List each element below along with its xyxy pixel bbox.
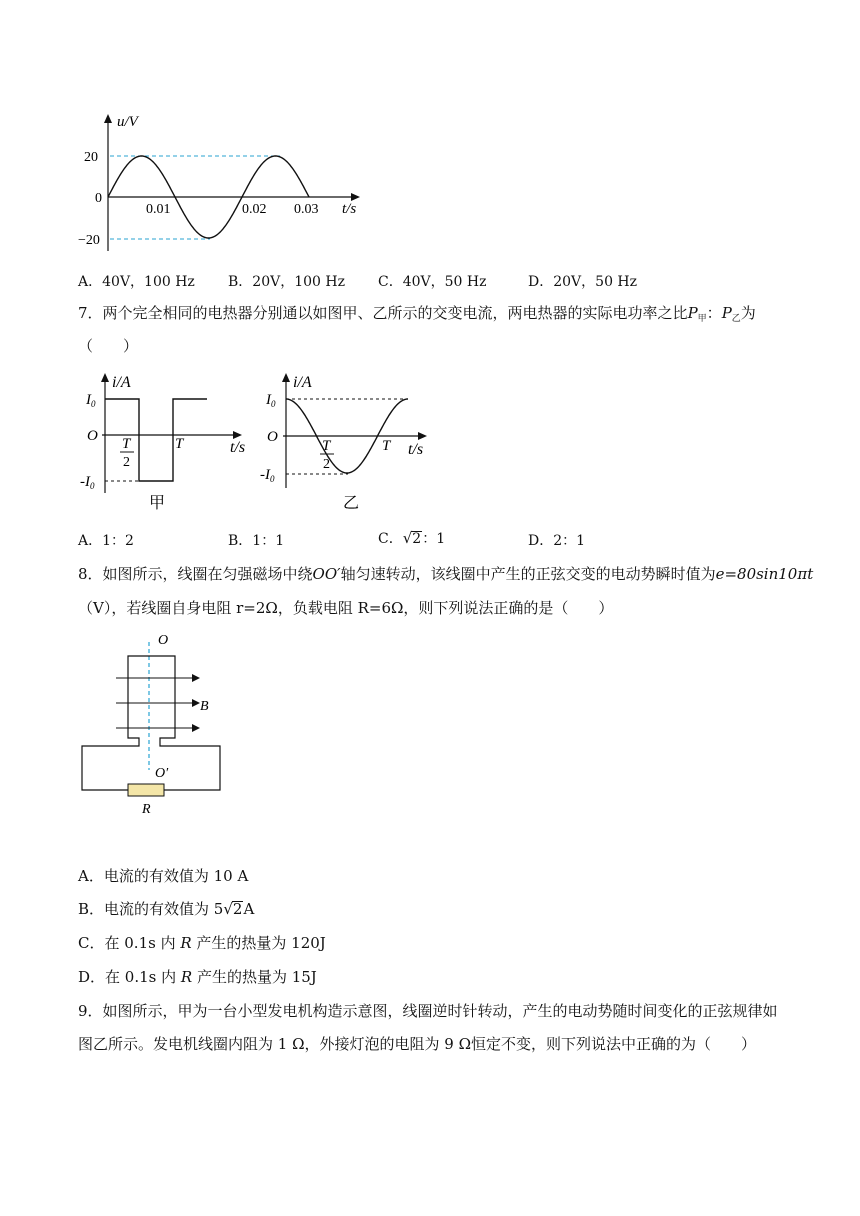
q8-axis-name: OO′ bbox=[312, 565, 341, 583]
q7-option-c-radicand: 2 bbox=[412, 531, 422, 547]
q7-blank: （ ） bbox=[78, 337, 139, 355]
q8-label-o-prime: O′ bbox=[155, 766, 169, 781]
q6-y-label: u/V bbox=[117, 114, 138, 130]
q9-stem-line2: 图乙所示。发电机线圈内阻为 1 Ω，外接灯泡的电阻为 9 Ω恒定不变，则下列说法中正确的为（ ） bbox=[78, 1035, 757, 1053]
q8-option-a[interactable] bbox=[78, 866, 248, 886]
q8-line1-a: 8．如图所示，线圈在匀强磁场中绕 bbox=[78, 565, 313, 583]
q8-option-b-letter: B． bbox=[78, 900, 105, 918]
jia-half-t-num: T bbox=[122, 436, 131, 452]
q7-figure-jia bbox=[80, 368, 255, 513]
jia-square-wave bbox=[105, 399, 207, 481]
q6-tick-neg20: −20 bbox=[78, 233, 100, 248]
q8-label-o: O bbox=[158, 633, 169, 648]
q8-coil-figure bbox=[78, 628, 238, 818]
q6-option-a-letter: A． bbox=[78, 274, 103, 290]
q8-field-arrow-3 bbox=[192, 724, 200, 732]
q6-option-c[interactable] bbox=[378, 271, 487, 291]
q8-option-a-letter: A． bbox=[78, 867, 104, 885]
q9-stem-line1: 9．如图所示，甲为一台小型发电机构造示意图，线圈逆时针转动，产生的电动势随时间变化的正弦规律如 bbox=[78, 1002, 778, 1020]
q7-option-c-sqrt-sign: √ bbox=[402, 529, 413, 547]
jia-x-arrow bbox=[233, 431, 242, 439]
q6-option-a-text: 40V，100 Hz bbox=[102, 274, 195, 290]
yi-neg-i0: $-I_0$ bbox=[260, 467, 275, 484]
q8-resistor bbox=[128, 784, 164, 796]
q8-option-c-letter: C． bbox=[78, 934, 105, 952]
q6-option-b[interactable] bbox=[228, 271, 345, 291]
q8-option-b-radicand: 2 bbox=[232, 900, 243, 918]
yi-caption: 乙 bbox=[343, 495, 360, 512]
q6-option-b-text: 20V，100 Hz bbox=[252, 274, 345, 290]
q7-option-d-text: 2：1 bbox=[553, 533, 586, 549]
q6-y-arrow bbox=[104, 114, 112, 123]
q7-option-d-letter: D． bbox=[528, 533, 554, 549]
q7-p-jia: P bbox=[687, 304, 698, 322]
q6-tick-003: 0.03 bbox=[294, 202, 319, 217]
jia-x-label: t/s bbox=[230, 439, 246, 456]
q7-ratio-sep: ： bbox=[706, 304, 722, 322]
q7-option-b-text: 1：1 bbox=[252, 533, 285, 549]
yi-origin: O bbox=[267, 429, 278, 445]
q7-option-c-letter: C． bbox=[378, 531, 403, 547]
q8-option-b-text-before: 电流的有效值为 5 bbox=[104, 900, 224, 918]
q7-sub-yi: 乙 bbox=[731, 314, 741, 324]
q7-figure-yi bbox=[258, 368, 438, 513]
yi-y-label: i/A bbox=[293, 374, 312, 391]
q8-option-d[interactable] bbox=[78, 967, 317, 987]
q6-option-d-letter: D． bbox=[528, 274, 554, 290]
jia-y-label: i/A bbox=[112, 374, 131, 391]
yi-half-t-den: 2 bbox=[323, 457, 330, 472]
q7-p-yi: P bbox=[721, 304, 732, 322]
q7-option-c-text: ：1 bbox=[422, 531, 446, 547]
q6-option-c-text: 40V，50 Hz bbox=[402, 274, 487, 290]
q8-option-d-text-after: 产生的热量为 15J bbox=[192, 968, 317, 986]
q7-sub-jia: 甲 bbox=[697, 314, 707, 324]
jia-y-arrow bbox=[101, 373, 109, 382]
q8-option-c-text-before: 在 0.1s 内 bbox=[104, 934, 181, 952]
q8-option-b-text-after: A bbox=[243, 900, 255, 918]
q6-option-d-text: 20V，50 Hz bbox=[553, 274, 638, 290]
jia-i0: $I_0$ bbox=[86, 392, 96, 409]
jia-neg-i0: $-I_0$ bbox=[80, 474, 95, 491]
q8-coil bbox=[82, 656, 220, 790]
yi-y-arrow bbox=[282, 373, 290, 382]
q8-stem-line1 bbox=[78, 564, 813, 584]
q7-stem bbox=[78, 303, 756, 329]
q8-label-r: R bbox=[142, 802, 151, 817]
q7-option-b-letter: B． bbox=[228, 533, 253, 549]
q8-option-b[interactable] bbox=[78, 899, 254, 919]
q6-option-c-letter: C． bbox=[378, 274, 403, 290]
q6-voltage-graph bbox=[70, 105, 370, 255]
q8-option-d-letter: D． bbox=[78, 968, 106, 986]
q8-option-d-text-before: 在 0.1s 内 bbox=[105, 968, 181, 986]
q8-option-b-sqrt-sign: √ bbox=[223, 900, 233, 918]
q8-field-arrow-2 bbox=[192, 699, 200, 707]
q8-line1-b: 轴匀速转动，该线圈中产生的正弦交变的电动势瞬时值为 bbox=[340, 565, 716, 583]
q8-option-d-var: R bbox=[180, 968, 193, 986]
q6-option-d[interactable] bbox=[528, 271, 637, 291]
q7-option-a-text: 1：2 bbox=[102, 533, 134, 549]
q7-option-a[interactable] bbox=[78, 530, 134, 550]
q7-option-a-letter: A． bbox=[78, 533, 103, 549]
q6-tick-002: 0.02 bbox=[242, 202, 267, 217]
q6-tick-20: 20 bbox=[84, 150, 98, 165]
q8-option-c-var: R bbox=[180, 934, 192, 952]
q8-option-c-text-after: 产生的热量为 120J bbox=[191, 934, 326, 952]
q6-option-a[interactable] bbox=[78, 271, 195, 291]
q8-label-b: B bbox=[200, 699, 209, 714]
q6-x-arrow bbox=[351, 193, 360, 201]
q8-field-arrow-1 bbox=[192, 674, 200, 682]
yi-i0: $I_0$ bbox=[266, 392, 276, 409]
q8-option-c[interactable] bbox=[78, 933, 326, 953]
q7-stem-before: 7．两个完全相同的电热器分别通以如图甲、乙所示的交变电流，两电热器的实际电功率之比 bbox=[78, 304, 688, 322]
jia-caption: 甲 bbox=[149, 495, 166, 512]
q6-x-label: t/s bbox=[342, 201, 357, 217]
jia-t: T bbox=[175, 436, 184, 452]
q8-emf: e=80sin10πt bbox=[715, 565, 814, 583]
q7-option-c[interactable] bbox=[378, 528, 445, 548]
q6-option-b-letter: B． bbox=[228, 274, 253, 290]
yi-x-arrow bbox=[418, 432, 427, 440]
q7-stem-after: 为 bbox=[740, 304, 756, 322]
q6-tick-0: 0 bbox=[95, 191, 102, 206]
jia-half-t-den: 2 bbox=[123, 455, 130, 470]
q6-tick-001: 0.01 bbox=[146, 202, 171, 217]
q7-option-b[interactable] bbox=[228, 530, 284, 550]
q8-stem-line2: （V），若线圈自身电阻 r=2Ω，负载电阻 R=6Ω，则下列说法正确的是（ ） bbox=[78, 599, 614, 617]
q8-option-a-text: 电流的有效值为 10 A bbox=[103, 867, 249, 885]
yi-x-label: t/s bbox=[408, 441, 424, 458]
jia-origin: O bbox=[87, 428, 98, 444]
yi-half-t-num: T bbox=[322, 438, 331, 454]
yi-t: T bbox=[382, 438, 391, 454]
q7-option-d[interactable] bbox=[528, 530, 585, 550]
